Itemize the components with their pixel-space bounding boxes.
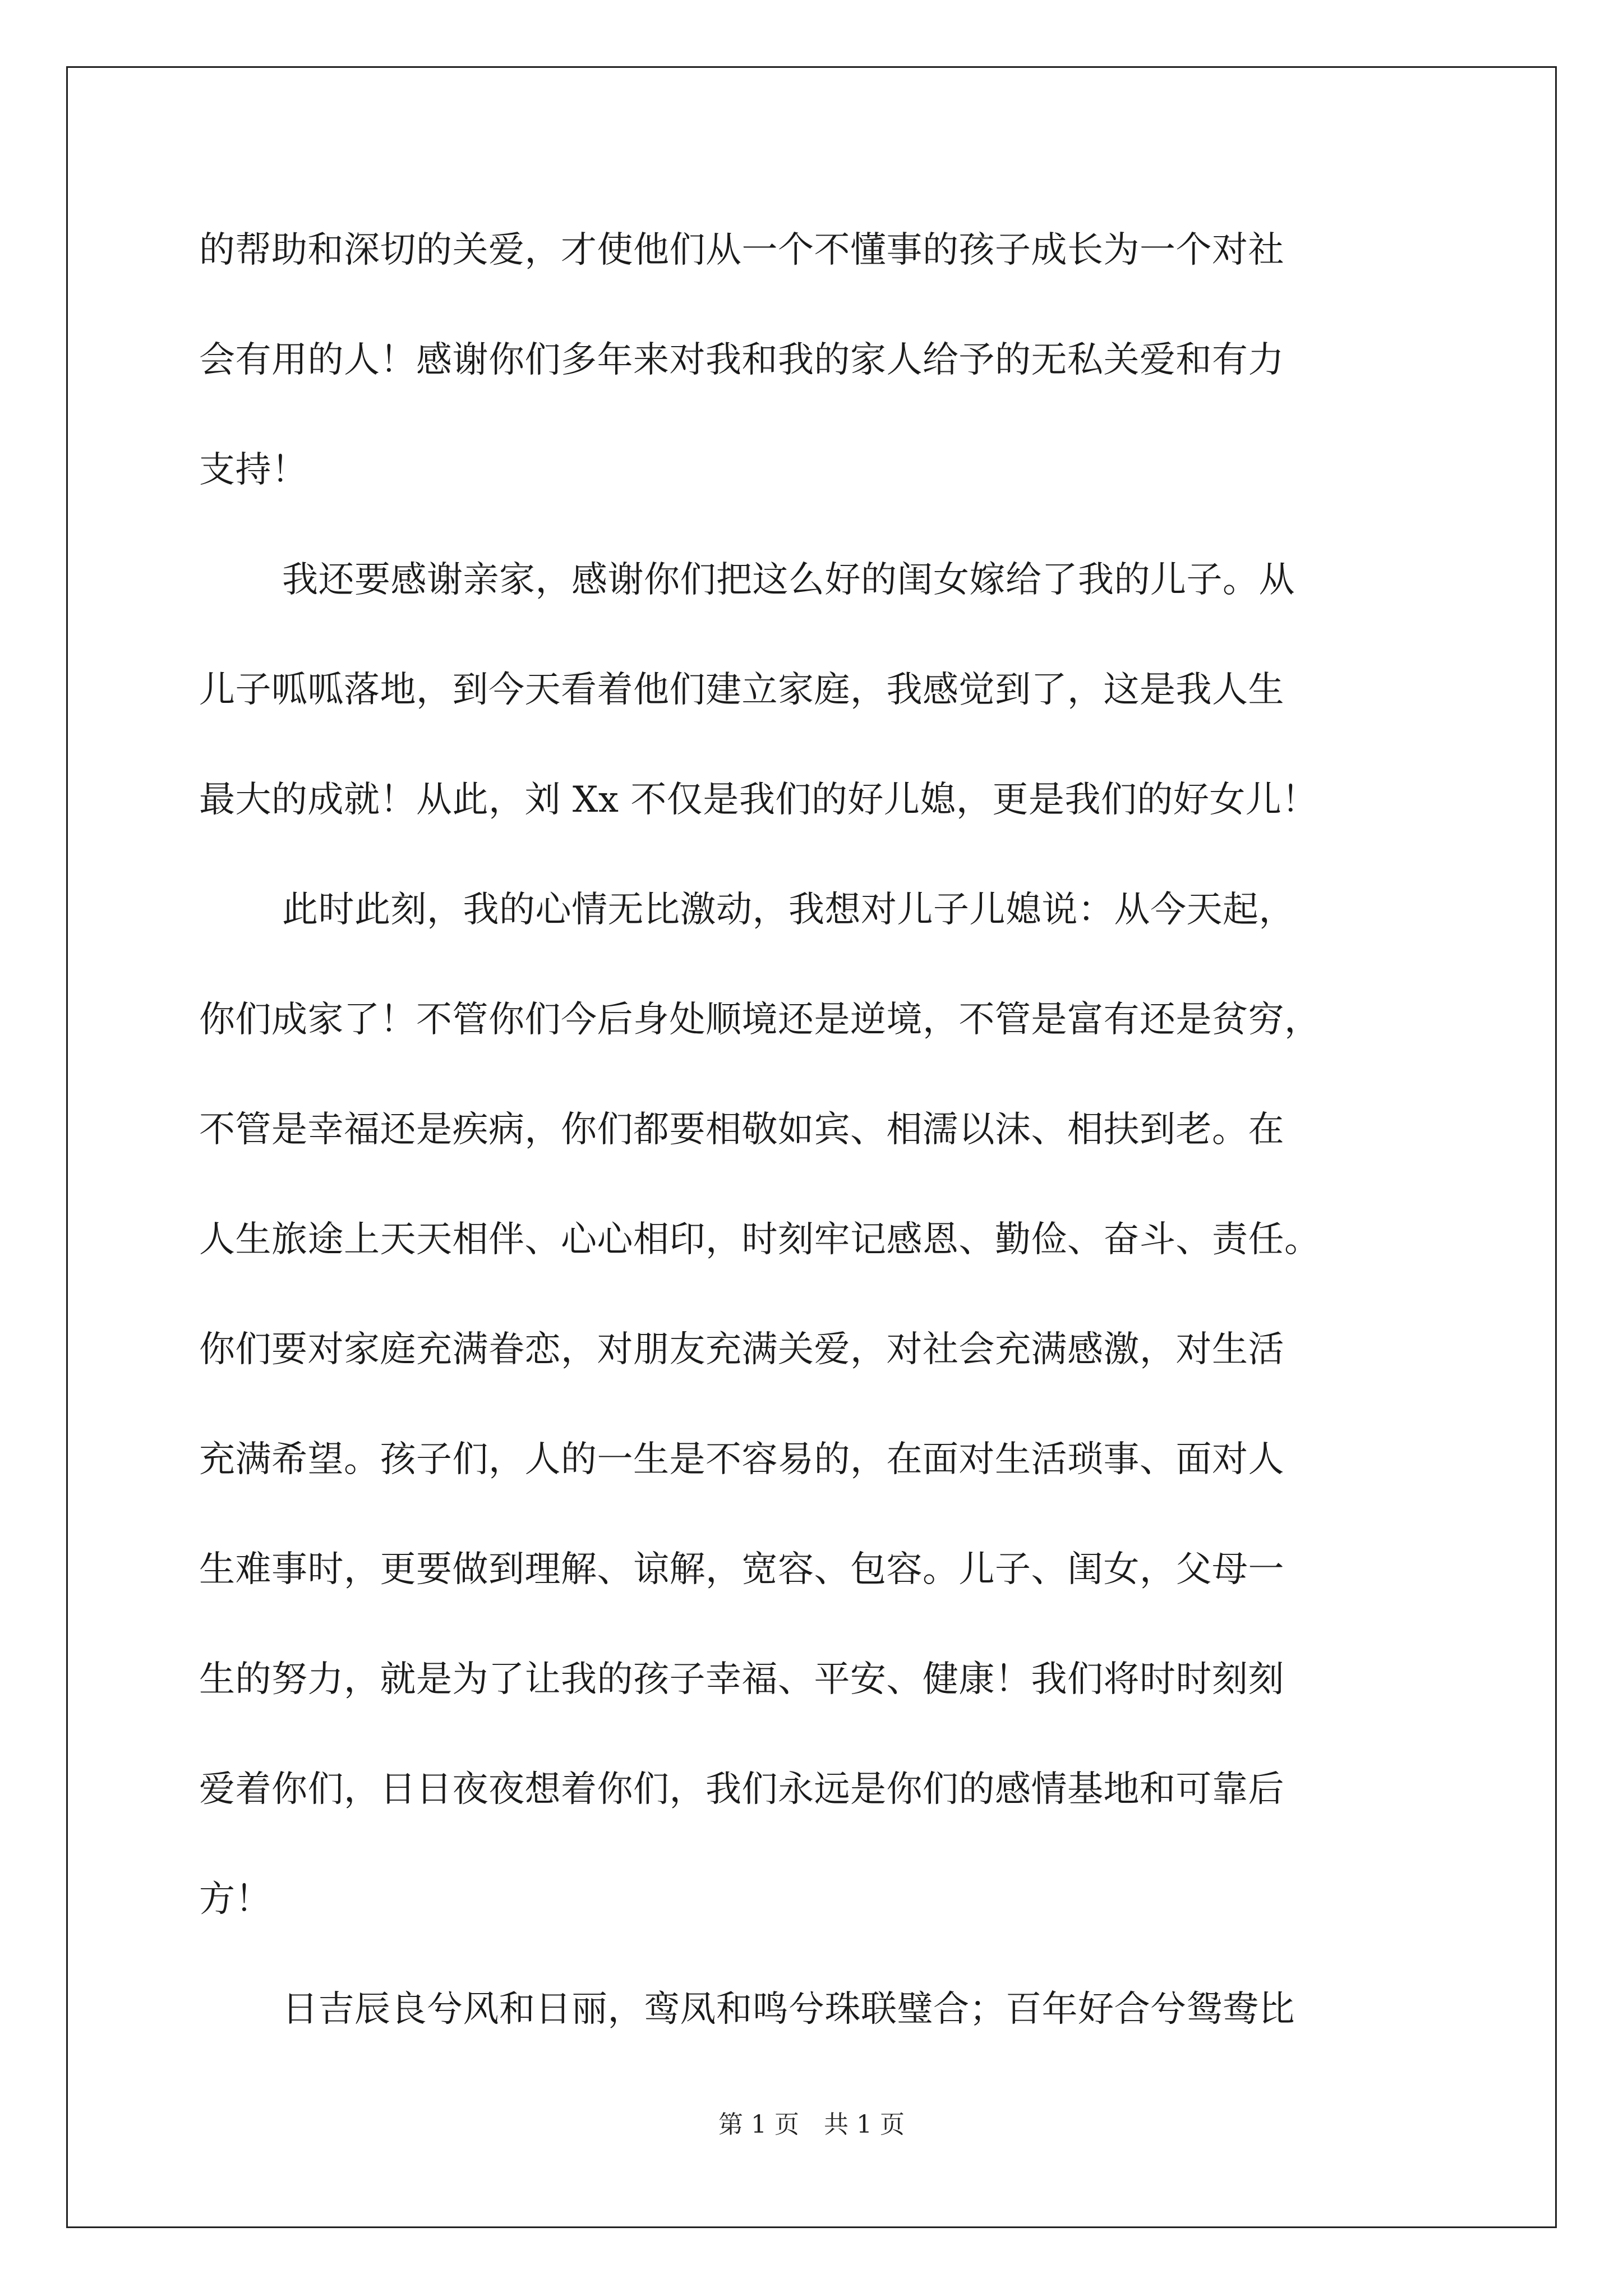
- document-body: [199, 195, 1433, 2064]
- text-line: 你们要对家庭充满眷恋，对朋友充满关爱，对社会充满感激，对生活: [199, 1329, 1284, 1370]
- text-line: 的帮助和深切的关爱，才使他们从一个不懂事的孩子成长为一个对社: [199, 229, 1284, 271]
- text-line: 你们成家了！不管你们今后身处顺境还是逆境，不管是富有还是贫穷，: [199, 999, 1321, 1041]
- text-line: 生的努力，就是为了让我的孩子幸福、平安、健康！我们将时时刻刻: [199, 1659, 1284, 1700]
- text-line: 方！: [199, 1879, 271, 1920]
- text-line: 支持！: [199, 449, 308, 491]
- text-line: 我还要感谢亲家，感谢你们把这么好的闺女嫁给了我的儿子。从: [282, 559, 1295, 601]
- text-line: 儿子呱呱落地，到今天看着他们建立家庭，我感觉到了，这是我人生: [199, 669, 1284, 711]
- text-line: 爱着你们，日日夜夜想着你们，我们永远是你们的感情基地和可靠后: [199, 1769, 1284, 1810]
- text-line: 生难事时，更要做到理解、谅解，宽容、包容。儿子、闺女，父母一: [199, 1549, 1284, 1590]
- text-line: 日吉辰良兮风和日丽，鸾凤和鸣兮珠联璧合；百年好合兮鸳鸯比: [282, 1989, 1295, 2030]
- text-line: 不管是幸福还是疾病，你们都要相敬如宾、相濡以沫、相扶到老。在: [199, 1109, 1284, 1151]
- text-line: 人生旅途上天天相伴、心心相印，时刻牢记感恩、勤俭、奋斗、责任。: [199, 1219, 1321, 1260]
- text-line: 此时此刻，我的心情无比激动，我想对儿子儿媳说：从今天起，: [282, 889, 1295, 931]
- text-line: 会有用的人！感谢你们多年来对我和我的家人给予的无私关爱和有力: [199, 339, 1284, 381]
- text-line: 充满希望。孩子们，人的一生是不容易的，在面对生活琐事、面对人: [199, 1439, 1284, 1480]
- text-line: 最大的成就！从此，刘 Xx 不仅是我们的好儿媳，更是我们的好女儿！: [199, 779, 1318, 821]
- page-footer: 第 1 页 共 1 页: [718, 2110, 905, 2139]
